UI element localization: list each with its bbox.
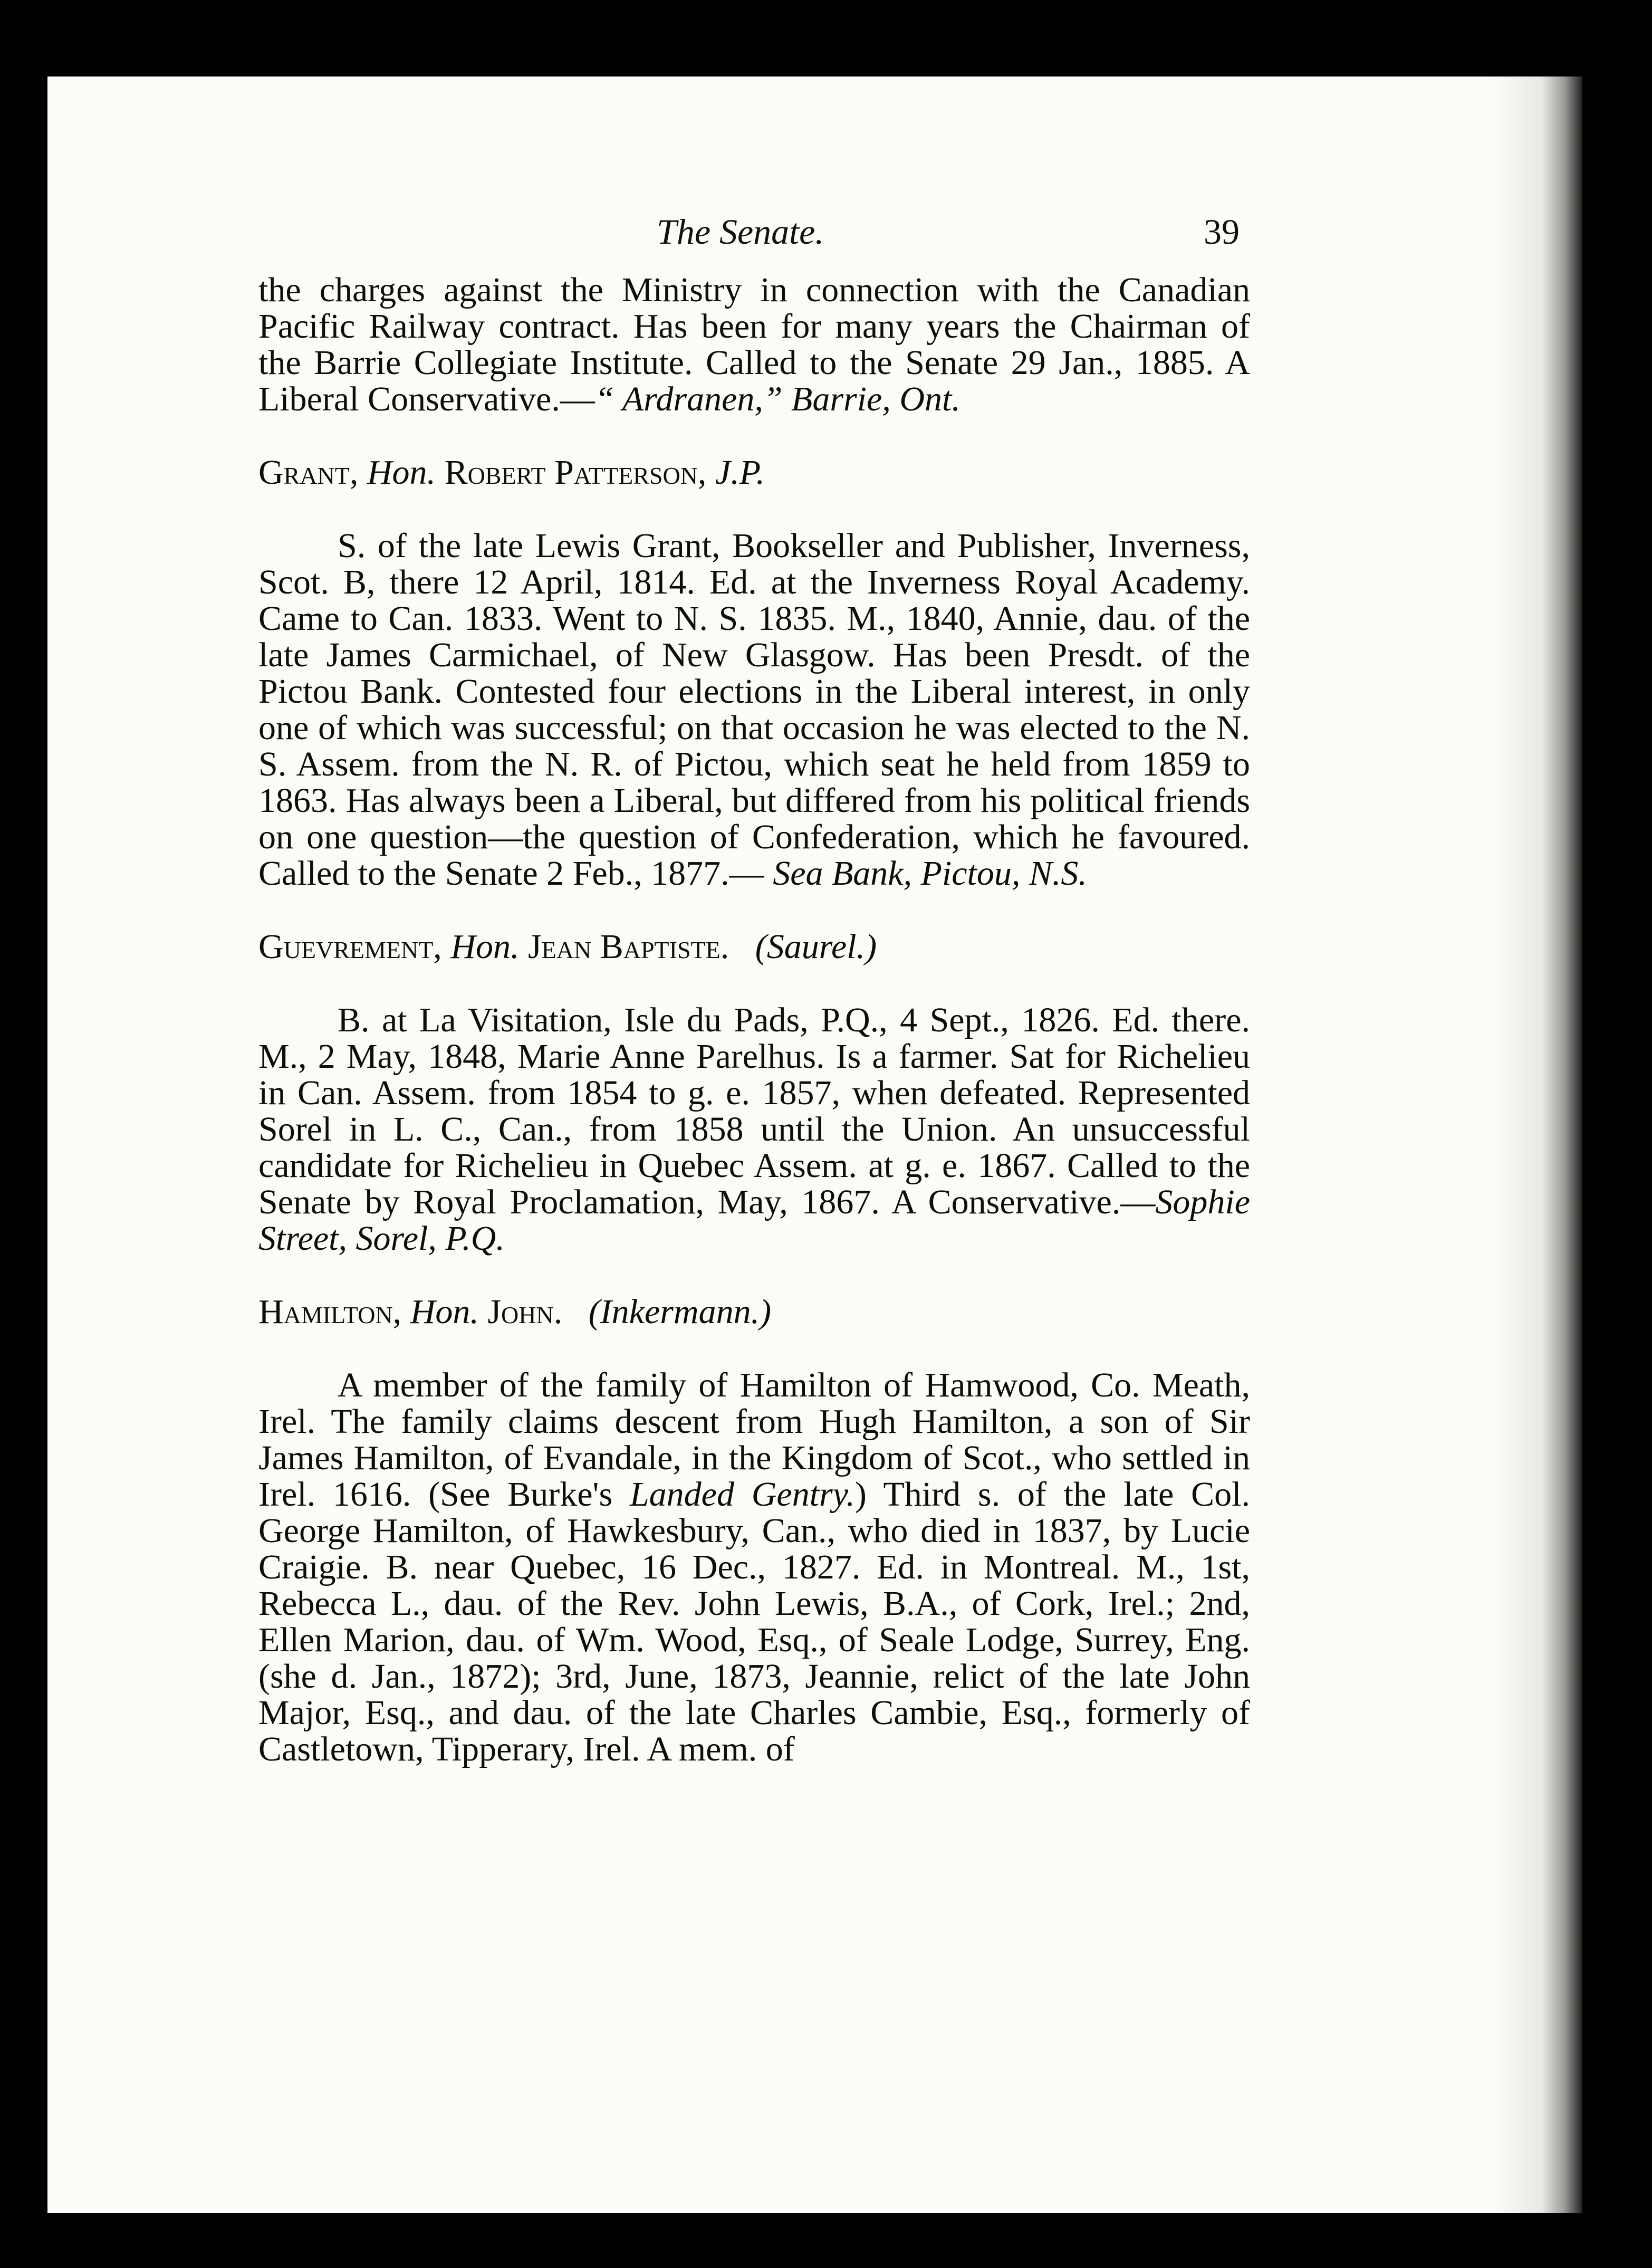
entry-heading: [258, 1294, 1250, 1330]
continuation-address: “ Ardranen,” Barrie, Ont.: [594, 380, 961, 418]
entry-suffix: J.P.: [715, 453, 765, 492]
entry-body: [258, 1002, 1250, 1257]
entry-body: [258, 1367, 1250, 1767]
entry-seat: (Inkermann.): [588, 1293, 772, 1331]
entry-honorific: Hon.: [367, 453, 436, 492]
page-binding-edge: [1493, 76, 1582, 2213]
entry-body-text: S. of the late Lewis Grant, Bookseller and Publisher, Inverness, Scot. B, there 12 April, 1814. Ed. at the Inverness Royal Academy. Came to Can. 1833. Went to N. S. 1835. M., 1840, Annie, dau. of the late James Carmichael, of New Glasgow. Has been Presdt. of the Pictou Bank. Contested four elections in the Liberal interest, in only one of which was successful; on that occasion he was elected to the N. S. Assem. from the N. R. of Pictou, which seat he held from 1859 to 1863. Has always been a Liberal, but differed from his political friends on one question—the question of Confederation, which he favoured. Called to the Senate 2 Feb., 1877.—: [258, 527, 1250, 893]
entry-body-citation: Landed Gentry.: [629, 1475, 855, 1514]
entry-heading: [258, 929, 1250, 965]
entry-body: [258, 528, 1250, 892]
entry-honorific: Hon.: [410, 1293, 479, 1331]
entry-given-names: Robert Patterson,: [444, 453, 707, 492]
running-header: [657, 211, 1240, 259]
entry-honorific: Hon.: [450, 927, 520, 966]
entry-body-text: A member of the family of Hamilton of Hamwood, Co. Meath, Irel. The family claims descent from Hugh Hamilton, a son of Sir James Hamilton, of Evandale, in the Kingdom of Scot., who settled in Irel. 1616. (See Burke's: [258, 1366, 1250, 1514]
entry-address: Sophie Street, Sorel, P.Q.: [258, 1183, 1250, 1258]
continuation-body: the charges against the Ministry in connection with the Canadian Pacific Railway contract. Has been for many years the Chairman of the Barrie Collegiate Institute. Called to the Senate 29 Jan., 1885. A Liberal Conservative.—: [258, 271, 1250, 418]
entry-given-names: John.: [487, 1293, 563, 1331]
entry-body-text-continued: ) Third s. of the late Col. George Hamilton, of Hawkesbury, Can., who died in 1837, by Lucie Craigie. B. near Quebec, 16 Dec., 1827. Ed. in Montreal. M., 1st, Rebecca L., dau. of the Rev. John Lewis, B.A., of Cork, Irel.; 2nd, Ellen Marion, dau. of Wm. Wood, Esq., of Seale Lodge, Surrey, Eng. (she d. Jan., 1872); 3rd, June, 1873, Jeannie, relict of the late John Major, Esq., and dau. of the late Charles Cambie, Esq., formerly of Castletown, Tipperary, Irel. A mem. of: [258, 1475, 1250, 1768]
entry-surname: Hamilton,: [258, 1293, 402, 1331]
entry-address: Sea Bank, Pictou, N.S.: [773, 854, 1087, 893]
page-text: [258, 272, 1250, 1767]
entry-seat: (Saurel.): [755, 927, 877, 966]
entry-surname: Grant,: [258, 453, 359, 492]
entry-heading: [258, 454, 1250, 491]
continuation-paragraph: [258, 272, 1250, 417]
entry-body-text: B. at La Visitation, Isle du Pads, P.Q., 4 Sept., 1826. Ed. there. M., 2 May, 1848, Marie Anne Parelhus. Is a farmer. Sat for Richelieu in Can. Assem. from 1854 to g. e. 1857, when defeated. Represented Sorel in L. C., Can., from 1858 until the Union. An unsuccessful candidate for Richelieu in Quebec Assem. at g. e. 1867. Called to the Senate by Royal Proclamation, May, 1867. A Conservative.—: [258, 1001, 1250, 1221]
entry-surname: Guevrement,: [258, 927, 442, 966]
running-title: The Senate.: [657, 212, 824, 252]
entry-given-names: Jean Baptiste.: [527, 927, 729, 966]
page-number: 39: [1204, 212, 1240, 252]
